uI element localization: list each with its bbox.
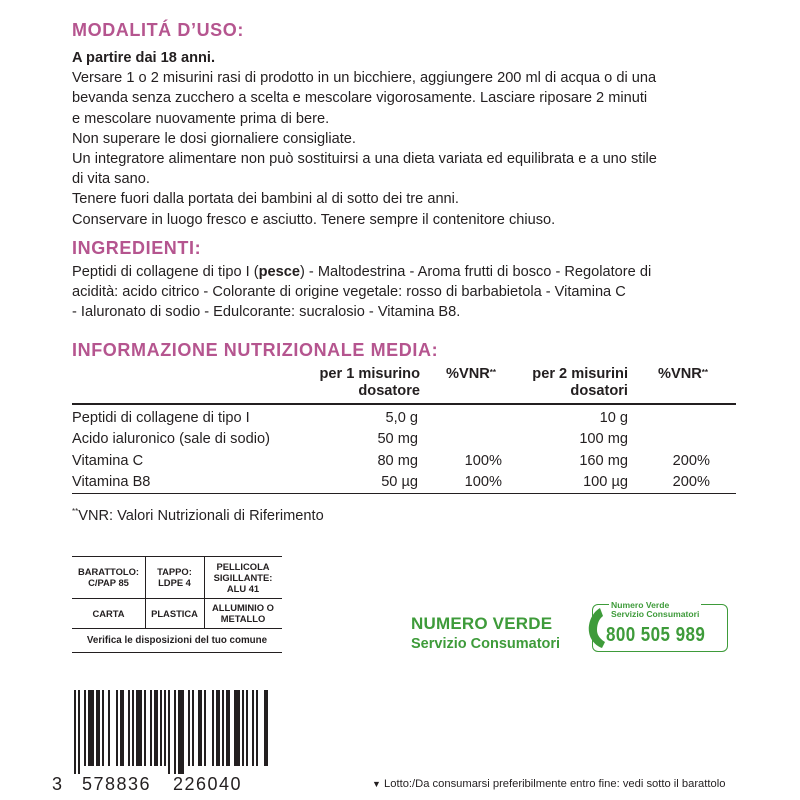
usage-heading: MODALITÁ D’USO:	[72, 20, 244, 40]
column-header-vnr-2: %VNR**	[658, 366, 709, 382]
table-row: Vitamina B8 50 µg 100% 100 µg 200%	[72, 474, 710, 490]
phone-number: 800 505 989	[606, 624, 706, 646]
ingredients-text	[72, 262, 752, 323]
column-header-vnr-1: %VNR**	[446, 366, 497, 382]
nutrition-heading: INFORMAZIONE NUTRIZIONALE MEDIA:	[72, 340, 439, 360]
barcode-bar	[168, 690, 170, 774]
down-arrow-icon: ▼	[372, 779, 381, 789]
column-header-1-dose: per 1 misurino dosatore	[319, 366, 420, 399]
vnr-footnote: **VNR: Valori Nutrizionali di Riferimento	[72, 507, 324, 524]
usage-line: Non superare le dosi giornaliere consigliate.	[72, 130, 356, 147]
barcode-bar	[242, 690, 244, 766]
barcode-bar	[160, 690, 162, 766]
green-number-logo-caption: Numero Verde Servizio Consumatori	[611, 600, 700, 619]
barcode-bar	[164, 690, 166, 766]
usage-line: Un integratore alimentare non può sostituirsi a una dieta variata ed equilibrata e a uno stile	[72, 151, 657, 168]
barcode-bar	[74, 690, 76, 774]
barcode-bar	[226, 690, 230, 766]
barcode-bar	[216, 690, 220, 766]
barcode-bar	[198, 690, 202, 766]
barcode-bar	[132, 690, 134, 766]
barcode-digits-right: 226040	[173, 774, 243, 794]
barcode-bar	[84, 690, 86, 766]
recycling-cell-cap: TAPPO: LDPE 4	[157, 566, 192, 588]
table-row: Vitamina C 80 mg 100% 160 mg 200%	[72, 453, 710, 469]
recycling-cell-material: ALLUMINIO O METALLO	[212, 602, 274, 624]
barcode-bar	[116, 690, 118, 766]
lot-info: ▼ Lotto:/Da consumarsi preferibilmente entro fine: vedi sotto il barattolo	[372, 778, 726, 790]
barcode-bar	[212, 690, 214, 766]
green-number-subtitle: Servizio Consumatori	[411, 636, 561, 652]
barcode-bar	[246, 690, 248, 766]
column-header-2-doses: per 2 misurini dosatori	[532, 366, 628, 399]
barcode-bar	[88, 690, 94, 766]
recycling-cell-material: CARTA	[92, 607, 125, 619]
usage-line: Versare 1 o 2 misurini rasi di prodotto in un bicchiere, aggiungere 200 ml di acqua o di una	[72, 70, 657, 87]
barcode-digits-left: 578836	[82, 774, 152, 794]
usage-line: bevanda senza zucchero a scelta e mescolare vigorosamente. Lasciare riposare 2 minuti	[72, 90, 648, 107]
barcode-bar	[150, 690, 152, 766]
barcode-bar	[192, 690, 194, 766]
usage-line: e mescolare nuovamente prima di bere.	[72, 110, 330, 127]
usage-age: A partire dai 18 anni.	[72, 50, 216, 66]
barcode-bar	[264, 690, 268, 766]
barcode-bar	[120, 690, 124, 766]
barcode-bar	[108, 690, 110, 766]
barcode-bar	[102, 690, 104, 766]
table-divider	[72, 403, 736, 405]
recycling-cell-material: PLASTICA	[151, 607, 198, 619]
barcode-bar	[96, 690, 100, 766]
usage-line: di vita sano.	[72, 171, 150, 188]
barcode	[60, 690, 272, 776]
usage-text	[72, 48, 752, 230]
usage-line: Conservare in luogo fresco e asciutto. Tenere sempre il contenitore chiuso.	[72, 211, 556, 228]
barcode-bar	[204, 690, 206, 766]
ingredients-line: Peptidi di collagene di tipo I (pesce) - Maltodestrina - Aroma frutti di bosco - Regolatore di	[72, 264, 652, 280]
barcode-bar	[154, 690, 158, 766]
barcode-bar	[256, 690, 258, 766]
table-divider	[72, 493, 736, 494]
green-number-title: NUMERO VERDE	[411, 614, 553, 633]
barcode-bar	[252, 690, 254, 766]
barcode-bar	[174, 690, 176, 774]
barcode-bar	[178, 690, 184, 774]
barcode-bar	[136, 690, 142, 766]
recycling-cell-container: BARATTOLO: C/PAP 85	[77, 566, 140, 588]
barcode-bar	[144, 690, 146, 766]
phone-handset-icon	[586, 606, 608, 650]
recycling-cell-film: PELLICOLA SIGILLANTE: ALU 41	[213, 560, 273, 594]
barcode-bar	[78, 690, 80, 774]
recycling-footer: Verifica le disposizioni del tuo comune	[86, 634, 268, 646]
table-row: Peptidi di collagene di tipo I 5,0 g 10 g	[72, 410, 628, 426]
ingredients-heading: INGREDIENTI:	[72, 238, 202, 258]
barcode-bar	[188, 690, 190, 766]
allergen-highlight: pesce	[258, 264, 300, 280]
table-row: Acido ialuronico (sale di sodio) 50 mg 100 mg	[72, 431, 628, 447]
barcode-digit-first: 3	[52, 774, 63, 794]
recycling-table	[72, 556, 282, 652]
barcode-bar	[222, 690, 224, 766]
barcode-bar	[234, 690, 240, 766]
barcode-bar	[128, 690, 130, 766]
ingredients-line: acidità: acido citrico - Colorante di origine vegetale: rosso di barbabietola - Vitamina C	[72, 284, 626, 301]
usage-line: Tenere fuori dalla portata dei bambini al di sotto dei tre anni.	[72, 191, 459, 208]
ingredients-line: - Ialuronato di sodio - Edulcorante: sucralosio - Vitamina B8.	[72, 304, 461, 321]
